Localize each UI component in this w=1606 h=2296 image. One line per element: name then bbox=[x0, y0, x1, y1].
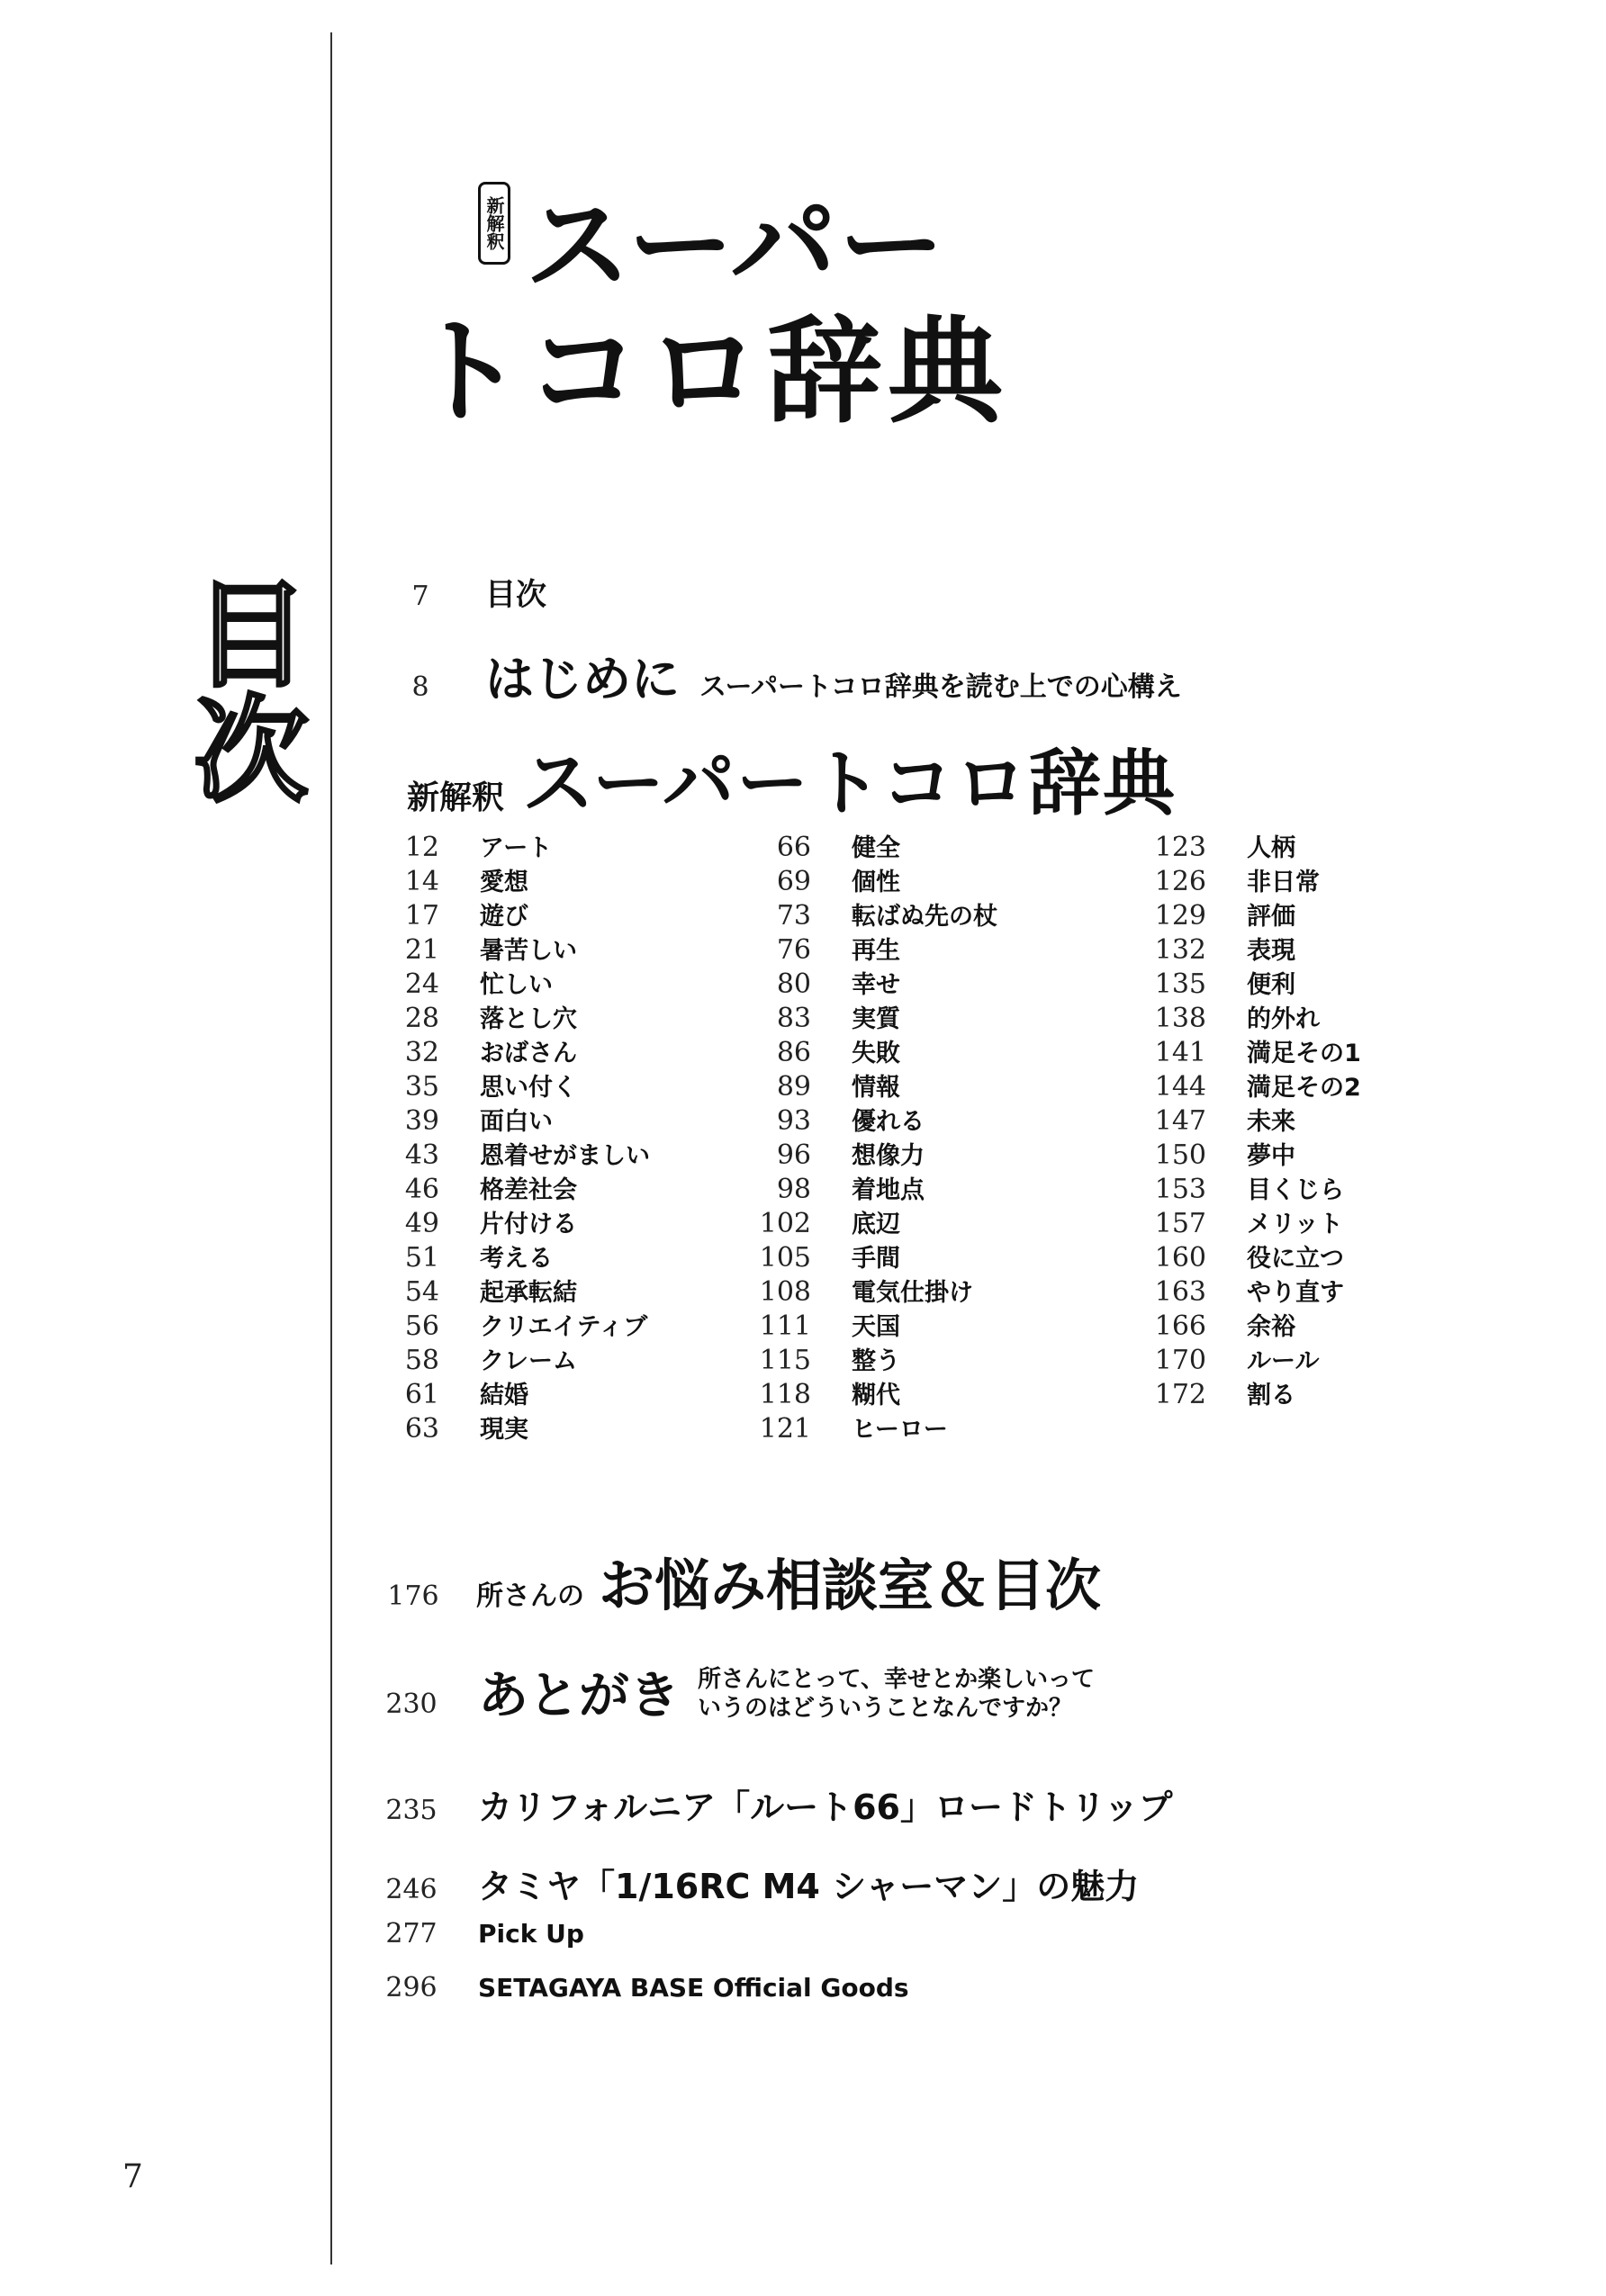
page-number: 76 bbox=[776, 934, 811, 966]
entry-word: 糊代 bbox=[852, 1382, 900, 1409]
entry-word: 非日常 bbox=[1247, 869, 1320, 896]
entry-word: 恩着せがましい bbox=[480, 1142, 650, 1170]
page-number: 121 bbox=[759, 1413, 811, 1445]
dictionary-entry[interactable] bbox=[371, 1307, 650, 1341]
dictionary-entry[interactable] bbox=[743, 828, 997, 862]
dictionary-entry[interactable] bbox=[1138, 931, 1361, 965]
page-number: 235 bbox=[385, 1795, 438, 1826]
logo-line-2: トコロ辞典 bbox=[410, 305, 1008, 439]
dictionary-entry[interactable] bbox=[743, 862, 997, 896]
page-number: 7 bbox=[411, 581, 429, 612]
page-number: 21 bbox=[404, 934, 439, 966]
section-prefix: 新解釈 bbox=[407, 779, 505, 816]
dictionary-entry[interactable] bbox=[371, 1409, 650, 1444]
page-number: 160 bbox=[1154, 1242, 1206, 1274]
entry-word: クリエイティブ bbox=[480, 1313, 648, 1341]
logo-badge: 新解釈 bbox=[478, 182, 510, 265]
dictionary-entry[interactable] bbox=[1138, 1273, 1361, 1307]
entry-word: 想像力 bbox=[852, 1142, 925, 1170]
entry-word: 再生 bbox=[852, 937, 900, 965]
page-number: 147 bbox=[1154, 1105, 1206, 1137]
dictionary-entry[interactable] bbox=[743, 1375, 997, 1409]
page-number: 28 bbox=[404, 1003, 439, 1034]
entry-word: 天国 bbox=[852, 1313, 900, 1341]
entry-word: 割る bbox=[1247, 1382, 1295, 1409]
dictionary-entry[interactable] bbox=[1138, 862, 1361, 896]
dictionary-entry[interactable] bbox=[743, 1273, 997, 1307]
entry-word: 人柄 bbox=[1247, 834, 1295, 862]
entry-title: はじめに bbox=[485, 651, 680, 707]
logo-line-1: スーパー bbox=[525, 184, 947, 308]
page-number: 150 bbox=[1154, 1139, 1206, 1171]
dictionary-entry[interactable] bbox=[743, 1204, 997, 1238]
dictionary-entry[interactable] bbox=[743, 1102, 997, 1136]
dictionary-entry[interactable] bbox=[743, 896, 997, 931]
dictionary-entry[interactable] bbox=[743, 1033, 997, 1067]
page-number: 172 bbox=[1154, 1379, 1206, 1410]
page-number: 144 bbox=[1154, 1071, 1206, 1103]
dictionary-entry[interactable] bbox=[743, 1238, 997, 1273]
page-number: 35 bbox=[404, 1071, 439, 1103]
dictionary-entry[interactable] bbox=[743, 1409, 997, 1444]
toc-entry-tamiya[interactable] bbox=[384, 1859, 1139, 1908]
entry-word: 着地点 bbox=[852, 1176, 925, 1204]
toc-entry-pickup[interactable] bbox=[384, 1918, 584, 1949]
page-number: 93 bbox=[776, 1105, 811, 1137]
entry-word: 現実 bbox=[480, 1416, 528, 1444]
entry-word: 表現 bbox=[1247, 937, 1295, 965]
dictionary-entry[interactable] bbox=[371, 965, 650, 999]
page-number: 8 bbox=[411, 671, 429, 703]
entry-word: 暑苦しい bbox=[480, 937, 577, 965]
toc-entry-route66[interactable] bbox=[384, 1779, 1172, 1829]
entry-word: 整う bbox=[852, 1347, 900, 1375]
dictionary-entry[interactable] bbox=[371, 1273, 650, 1307]
dictionary-entry[interactable] bbox=[1138, 828, 1361, 862]
dictionary-entry[interactable] bbox=[1138, 1375, 1361, 1409]
page-number: 86 bbox=[776, 1037, 811, 1068]
dictionary-entry[interactable] bbox=[371, 1341, 650, 1375]
page-number: 39 bbox=[404, 1105, 439, 1137]
page-number: 157 bbox=[1154, 1208, 1206, 1239]
page-number: 141 bbox=[1154, 1037, 1206, 1068]
page-number: 96 bbox=[776, 1139, 811, 1171]
entry-word: やり直す bbox=[1247, 1279, 1344, 1307]
dictionary-entry[interactable] bbox=[743, 999, 997, 1033]
page-number: 123 bbox=[1154, 832, 1206, 863]
dictionary-entry[interactable] bbox=[1138, 1102, 1361, 1136]
page-number: 115 bbox=[759, 1345, 811, 1376]
entry-word: 失敗 bbox=[852, 1040, 900, 1067]
page-number: 135 bbox=[1154, 968, 1206, 1000]
afterword-subtitle-line-1: 所さんにとって、幸せとか楽しいって bbox=[698, 1666, 1095, 1693]
page-number: 24 bbox=[404, 968, 439, 1000]
dictionary-entry[interactable] bbox=[1138, 1307, 1361, 1341]
entry-title: お悩み相談室＆目次 bbox=[599, 1553, 1102, 1618]
page-number: 153 bbox=[1154, 1174, 1206, 1205]
vertical-divider-line bbox=[330, 32, 332, 2264]
entry-word: 考える bbox=[480, 1245, 553, 1273]
page-number: 83 bbox=[776, 1003, 811, 1034]
entry-word: 健全 bbox=[852, 834, 900, 862]
page-number: 73 bbox=[776, 900, 811, 932]
dictionary-entry[interactable] bbox=[743, 1341, 997, 1375]
page-number: 176 bbox=[387, 1580, 439, 1612]
toc-entry-intro[interactable] bbox=[393, 641, 1182, 710]
dictionary-entry[interactable] bbox=[371, 828, 650, 862]
entry-word: クレーム bbox=[480, 1347, 577, 1375]
page-number: 17 bbox=[404, 900, 439, 932]
entry-word: 情報 bbox=[852, 1074, 900, 1102]
page-number: 12 bbox=[404, 832, 439, 863]
entry-word: 電気仕掛け bbox=[852, 1279, 973, 1307]
dictionary-entry[interactable] bbox=[371, 999, 650, 1033]
dictionary-entry[interactable] bbox=[371, 1033, 650, 1067]
entry-word: 的外れ bbox=[1247, 1005, 1320, 1033]
entry-title: Pick Up bbox=[478, 1919, 584, 1949]
entry-word: 優れる bbox=[852, 1108, 925, 1136]
entry-title: 目次 bbox=[485, 577, 546, 613]
page-number: 69 bbox=[776, 866, 811, 897]
dictionary-entry[interactable] bbox=[371, 1136, 650, 1170]
entry-word: ヒーロー bbox=[852, 1416, 948, 1444]
book-logo bbox=[410, 153, 1008, 439]
entry-word: 満足その1 bbox=[1247, 1040, 1361, 1067]
toc-entry-goods[interactable] bbox=[384, 1972, 909, 2003]
afterword-subtitle-line-2: いうのはどういうことなんですか？ bbox=[698, 1695, 1073, 1722]
dictionary-entry[interactable] bbox=[743, 1170, 997, 1204]
page-number: 129 bbox=[1154, 900, 1206, 932]
page-folio: 7 bbox=[122, 2158, 143, 2195]
entry-word: おばさん bbox=[480, 1040, 577, 1067]
page-number: 170 bbox=[1154, 1345, 1206, 1376]
dictionary-entry[interactable] bbox=[1138, 1033, 1361, 1067]
entry-word: 落とし穴 bbox=[480, 1005, 577, 1033]
dictionary-entry[interactable] bbox=[1138, 1067, 1361, 1102]
dictionary-entry[interactable] bbox=[743, 965, 997, 999]
entry-word: 忙しい bbox=[480, 971, 553, 999]
entry-word: 夢中 bbox=[1247, 1142, 1295, 1170]
page-number: 108 bbox=[759, 1276, 811, 1308]
dictionary-entry[interactable] bbox=[371, 931, 650, 965]
page-number: 105 bbox=[759, 1242, 811, 1274]
page-number: 54 bbox=[404, 1276, 439, 1308]
dictionary-entry[interactable] bbox=[1138, 1238, 1361, 1273]
dictionary-entry[interactable] bbox=[1138, 1136, 1361, 1170]
dictionary-entry[interactable] bbox=[371, 1102, 650, 1136]
page-number: 163 bbox=[1154, 1276, 1206, 1308]
entry-word: 思い付く bbox=[480, 1074, 577, 1102]
entry-word: 余裕 bbox=[1247, 1313, 1295, 1341]
entry-word: 遊び bbox=[480, 903, 528, 931]
page-number: 166 bbox=[1154, 1310, 1206, 1342]
side-title-vertical: 目次 bbox=[174, 574, 308, 805]
entry-word: 満足その2 bbox=[1247, 1074, 1361, 1102]
page-number: 51 bbox=[404, 1242, 439, 1274]
dictionary-entry[interactable] bbox=[743, 1307, 997, 1341]
page-number: 246 bbox=[385, 1874, 438, 1905]
entry-word: 個性 bbox=[852, 869, 900, 896]
entry-word: 未来 bbox=[1247, 1108, 1295, 1136]
page-number: 111 bbox=[759, 1310, 811, 1342]
dictionary-entry[interactable] bbox=[371, 1170, 650, 1204]
entry-word: 底辺 bbox=[852, 1211, 900, 1238]
page-number: 43 bbox=[404, 1139, 439, 1171]
entry-word: 実質 bbox=[852, 1005, 900, 1033]
entry-subtitle: スーパートコロ辞典を読む上での心構え bbox=[699, 671, 1182, 703]
dictionary-column-2 bbox=[743, 828, 997, 1444]
entry-word: 片付ける bbox=[480, 1211, 577, 1238]
page-number: 58 bbox=[404, 1345, 439, 1376]
dictionary-entry[interactable] bbox=[371, 1204, 650, 1238]
page-number: 49 bbox=[404, 1208, 439, 1239]
page-number: 296 bbox=[385, 1972, 438, 2003]
entry-word: 起承転結 bbox=[480, 1279, 577, 1307]
dictionary-entry[interactable] bbox=[1138, 999, 1361, 1033]
dictionary-column-1 bbox=[371, 828, 650, 1444]
dictionary-entry[interactable] bbox=[371, 1067, 650, 1102]
page-number: 277 bbox=[385, 1918, 438, 1949]
entry-word: 手間 bbox=[852, 1245, 900, 1273]
page-number: 63 bbox=[404, 1413, 439, 1445]
page-number: 46 bbox=[404, 1174, 439, 1205]
dictionary-entry[interactable] bbox=[743, 1136, 997, 1170]
page-number: 98 bbox=[776, 1174, 811, 1205]
dictionary-entry[interactable] bbox=[1138, 965, 1361, 999]
entry-word: ルール bbox=[1247, 1347, 1320, 1375]
dictionary-entry[interactable] bbox=[371, 896, 650, 931]
dictionary-entry[interactable] bbox=[371, 862, 650, 896]
section-title: スーパートコロ辞典 bbox=[522, 742, 1177, 825]
dictionary-entry[interactable] bbox=[1138, 1170, 1361, 1204]
toc-entry-contents[interactable] bbox=[393, 570, 546, 614]
entry-title: カリフォルニア「ルート66」ロードトリップ bbox=[478, 1787, 1173, 1827]
toc-entry-afterword[interactable] bbox=[384, 1656, 680, 1728]
dictionary-entry[interactable] bbox=[1138, 1341, 1361, 1375]
page-number: 61 bbox=[404, 1379, 439, 1410]
page-number: 118 bbox=[759, 1379, 811, 1410]
page-number: 102 bbox=[759, 1208, 811, 1239]
afterword-subtitle bbox=[698, 1665, 1095, 1723]
page-number: 132 bbox=[1154, 934, 1206, 966]
dictionary-entry[interactable] bbox=[1138, 896, 1361, 931]
entry-word: 転ばぬ先の杖 bbox=[852, 903, 997, 931]
entry-word: 便利 bbox=[1247, 971, 1295, 999]
dictionary-entry[interactable] bbox=[371, 1375, 650, 1409]
page-number: 230 bbox=[385, 1688, 438, 1720]
page-number: 56 bbox=[404, 1310, 439, 1342]
page-number: 66 bbox=[776, 832, 811, 863]
entry-word: 結婚 bbox=[480, 1382, 528, 1409]
entry-word: メリット bbox=[1247, 1211, 1343, 1238]
entry-title: タミヤ「1/16RC M4 シャーマン」の魅力 bbox=[478, 1867, 1140, 1906]
entry-word: 面白い bbox=[480, 1108, 553, 1136]
entry-title: あとがき bbox=[478, 1667, 680, 1725]
toc-entry-consult[interactable] bbox=[386, 1541, 1101, 1621]
entry-prefix: 所さんの bbox=[476, 1580, 584, 1612]
entry-word: 評価 bbox=[1247, 903, 1295, 931]
dictionary-section-heading bbox=[407, 725, 1177, 829]
page-number: 89 bbox=[776, 1071, 811, 1103]
page-number: 14 bbox=[404, 866, 439, 897]
dictionary-entry[interactable] bbox=[371, 1238, 650, 1273]
dictionary-entry[interactable] bbox=[743, 1067, 997, 1102]
entry-word: 目くじら bbox=[1247, 1176, 1344, 1204]
page-number: 138 bbox=[1154, 1003, 1206, 1034]
page-number: 32 bbox=[404, 1037, 439, 1068]
dictionary-entry[interactable] bbox=[1138, 1204, 1361, 1238]
entry-word: 愛想 bbox=[480, 869, 528, 896]
entry-title: SETAGAYA BASE Official Goods bbox=[478, 1973, 909, 2003]
entry-word: 役に立つ bbox=[1247, 1245, 1344, 1273]
page-number: 126 bbox=[1154, 866, 1206, 897]
page-number: 80 bbox=[776, 968, 811, 1000]
dictionary-entry[interactable] bbox=[743, 931, 997, 965]
dictionary-column-3 bbox=[1138, 828, 1361, 1409]
entry-word: 幸せ bbox=[852, 971, 900, 999]
entry-word: アート bbox=[480, 834, 553, 862]
entry-word: 格差社会 bbox=[480, 1176, 577, 1204]
